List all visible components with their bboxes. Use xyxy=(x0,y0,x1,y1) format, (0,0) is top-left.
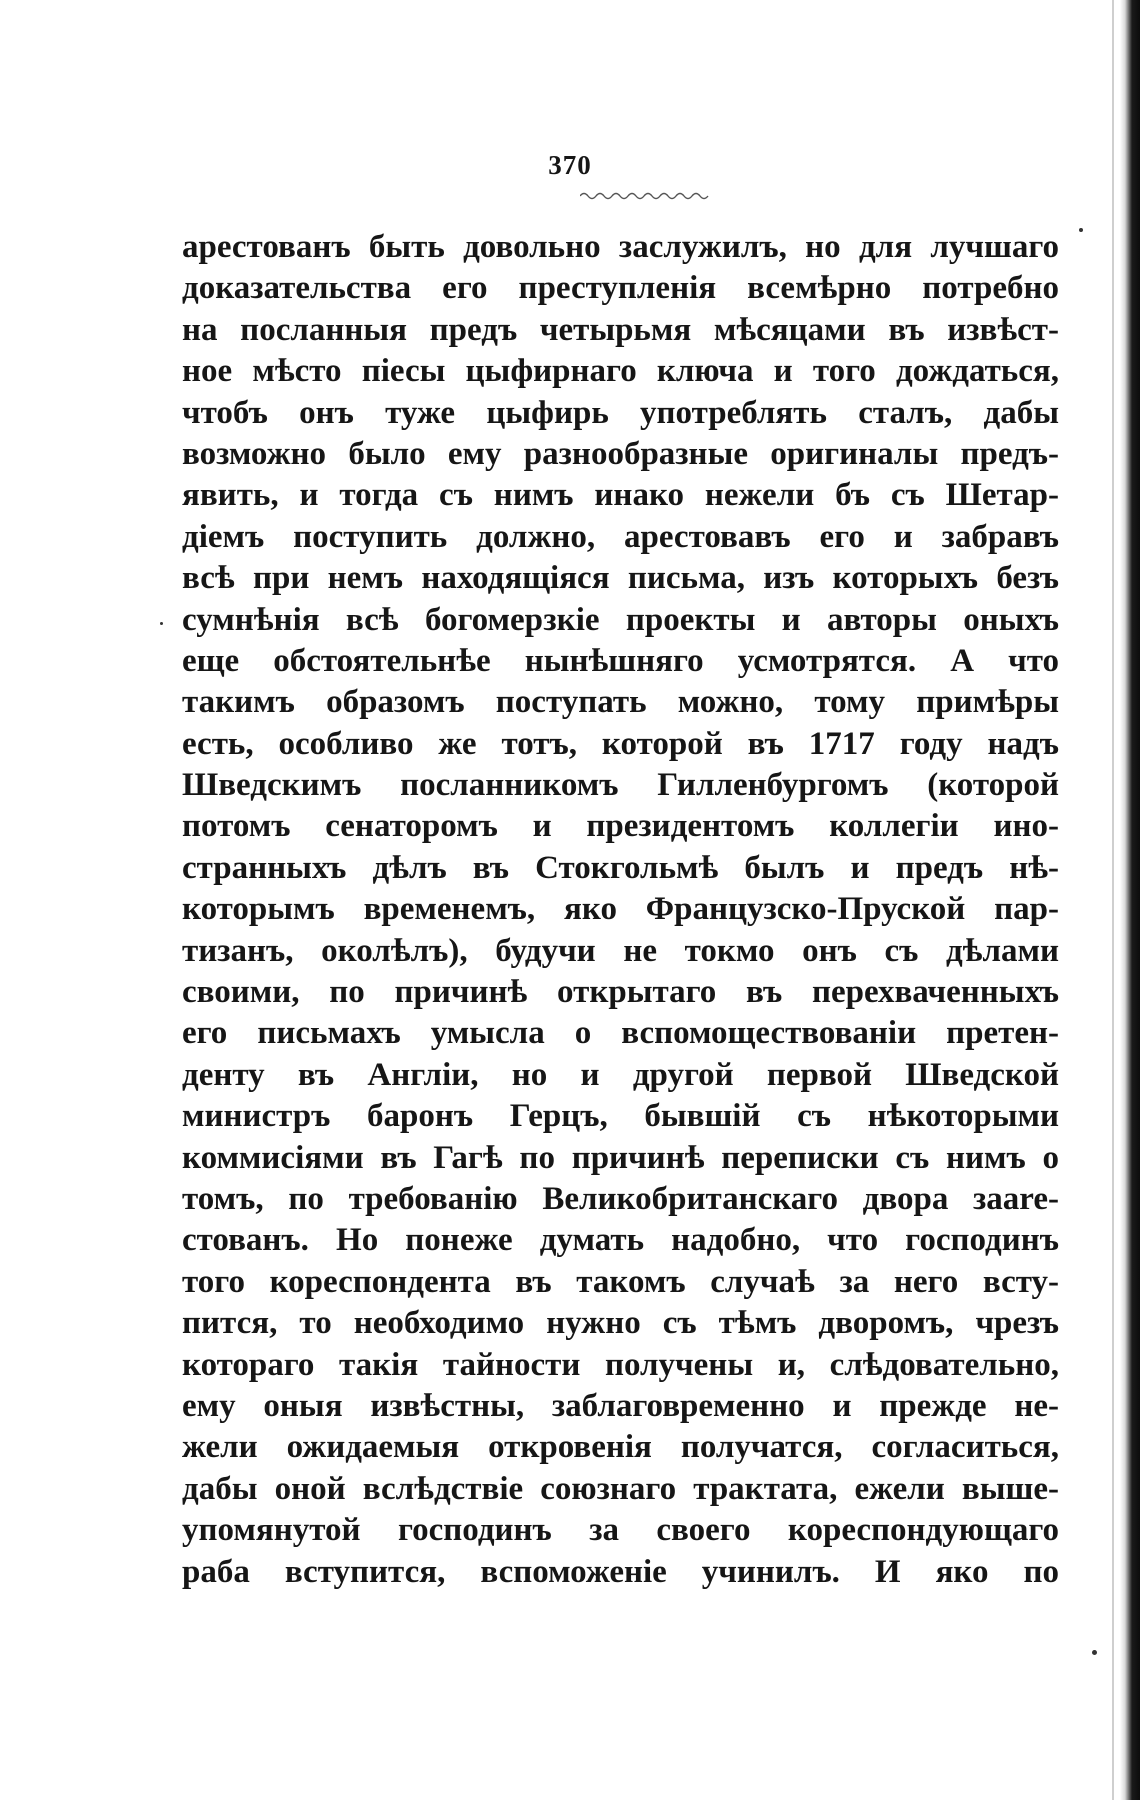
text-line: раба вступится, вспоможеніе учинилъ. И яко по xyxy=(182,1553,1059,1590)
text-line: потомъ сенаторомъ и президентомъ коллегіи ино- xyxy=(182,808,1059,845)
text-line: странныхъ дѣлъ въ Стокгольмѣ былъ и предъ нѣ- xyxy=(182,849,1059,886)
text-line: еще обстоятельнѣе нынѣшняго усмотрятся. А что xyxy=(182,642,1059,679)
text-line: министръ баронъ Герцъ, бывшій съ нѣкоторыми xyxy=(182,1098,1059,1135)
ornamental-rule xyxy=(580,190,710,202)
text-line: томъ, по требованію Великобританскаго двора заare- xyxy=(182,1180,1059,1217)
text-line: своими, по причинѣ открытаго въ перехваченныхъ xyxy=(182,974,1059,1011)
print-speck xyxy=(1079,228,1083,232)
text-line: на посланныя предъ четырьмя мѣсяцами въ извѣст- xyxy=(182,311,1059,348)
text-line: того кореспондента въ такомъ случаѣ за него всту- xyxy=(182,1263,1059,1300)
text-line: есть, особливо же тотъ, которой въ 1717 году надъ xyxy=(182,725,1059,762)
text-line: ное мѣсто піесы цыфирнаго ключа и того дождаться, xyxy=(182,353,1059,390)
text-line: доказательства его преступленія всемѣрно потребно xyxy=(182,270,1059,307)
page-number: 370 xyxy=(548,150,592,180)
text-line: арестованъ быть довольно заслужилъ, но для лучшаго xyxy=(182,229,1059,265)
text-line: сумнѣнія всѣ богомерзкіе проекты и авторы оныхъ xyxy=(182,601,1059,638)
text-line: чтобъ онъ туже цыфирь употреблять сталъ, дабы xyxy=(182,394,1059,431)
text-line: котораго такія тайности получены и, слѣдовательно, xyxy=(182,1346,1059,1383)
text-line: его письмахъ умысла о вспомоществованіи претен- xyxy=(182,1015,1059,1052)
page-edge-band xyxy=(1120,0,1140,1800)
text-line: денту въ Англіи, но и другой первой Шведской xyxy=(182,1056,1059,1093)
text-line: дабы оной вслѣдствіе союзнаго трактата, ежели выше- xyxy=(182,1470,1059,1507)
text-line: пится, то необходимо нужно съ тѣмъ дворомъ, чрезъ xyxy=(182,1305,1059,1342)
text-line: ему оныя извѣстны, заблаговременно и прежде не- xyxy=(182,1387,1059,1424)
text-line: стованъ. Но понеже думать надобно, что господинъ xyxy=(182,1222,1059,1259)
page-edge-shadow xyxy=(1112,0,1114,1800)
print-speck xyxy=(1092,1650,1097,1655)
body-text xyxy=(182,227,1059,1593)
text-line: явить, и тогда съ нимъ инако нежели бъ съ Шетар- xyxy=(182,477,1059,514)
text-line: которымъ временемъ, яко Французско-Пруской пар- xyxy=(182,891,1059,928)
text-line: упомянутой господинъ за своего кореспондующаго xyxy=(182,1512,1059,1549)
print-speck xyxy=(160,622,163,625)
text-line: жели ожидаемыя откровенія получатся, согласиться, xyxy=(182,1429,1059,1466)
text-line: Шведскимъ посланникомъ Гилленбургомъ (которой xyxy=(182,767,1059,804)
text-line: возможно было ему разнообразные оригиналы предъ- xyxy=(182,435,1059,472)
text-line: всѣ при немъ находящіяся письма, изъ которыхъ безъ xyxy=(182,560,1059,597)
text-line: коммисіями въ Гагѣ по причинѣ переписки съ нимъ о xyxy=(182,1139,1059,1176)
text-line: такимъ образомъ поступать можно, тому примѣры xyxy=(182,684,1059,721)
text-line: тизанъ, околѣлъ), будучи не токмо онъ съ дѣлами xyxy=(182,932,1059,969)
text-line: діемъ поступить должно, арестовавъ его и забравъ xyxy=(182,518,1059,555)
